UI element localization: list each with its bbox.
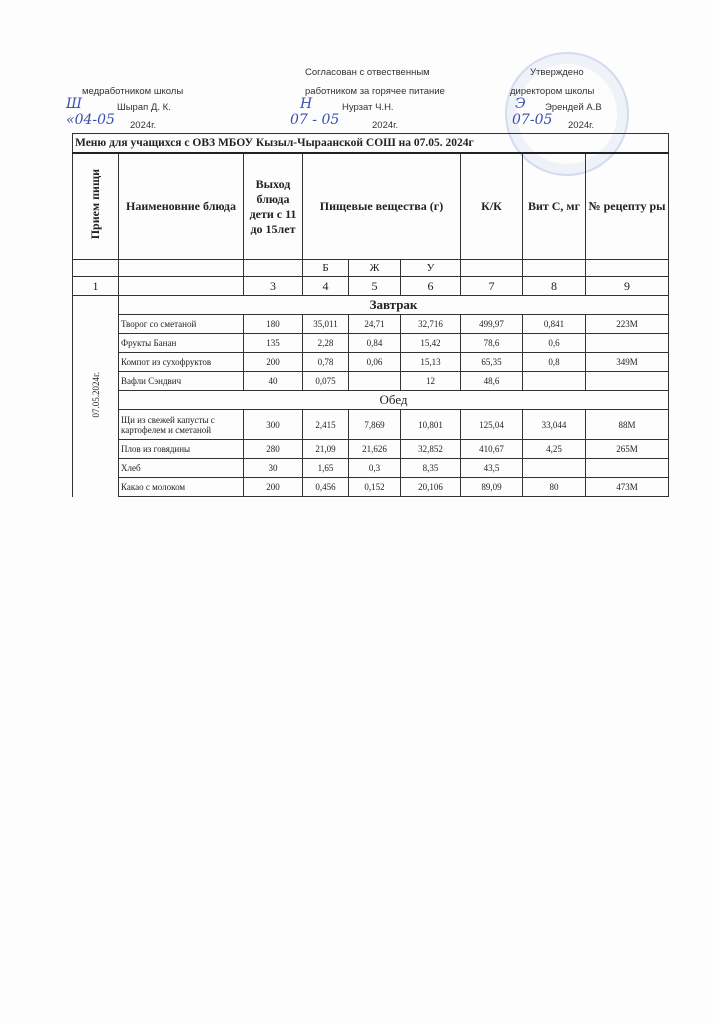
dish-name: Какао с молоком bbox=[119, 478, 244, 497]
signature-1: Ш bbox=[66, 96, 82, 112]
dish-name: Щи из свежей капусты с картофелем и сметаной bbox=[119, 410, 244, 440]
header-dish: Наименовние блюда bbox=[119, 153, 244, 260]
cell: 35,011 bbox=[303, 315, 349, 334]
header-protein: Б bbox=[303, 260, 349, 277]
approval-1-day: 04 bbox=[74, 112, 93, 128]
approval-1-name: Шырап Д. К. bbox=[117, 102, 171, 113]
header-carbs: У bbox=[401, 260, 461, 277]
cell: 32,852 bbox=[401, 440, 461, 459]
cell: 21,626 bbox=[349, 440, 401, 459]
table-row bbox=[73, 440, 669, 459]
cell bbox=[586, 372, 669, 391]
cell: 0,06 bbox=[349, 353, 401, 372]
cell: 30 bbox=[244, 459, 303, 478]
col-number: 5 bbox=[349, 277, 401, 296]
col-number: 4 bbox=[303, 277, 349, 296]
approval-1-role: медработником школы bbox=[82, 86, 184, 97]
dish-name: Вафли Сэндвич bbox=[119, 372, 244, 391]
cell: 410,67 bbox=[461, 440, 523, 459]
cell: 33,044 bbox=[523, 410, 586, 440]
cell: 8,35 bbox=[401, 459, 461, 478]
approval-1-month: 05 bbox=[97, 112, 115, 128]
table-row bbox=[73, 334, 669, 353]
table-row bbox=[73, 410, 669, 440]
cell: 80 bbox=[523, 478, 586, 497]
cell: 0,152 bbox=[349, 478, 401, 497]
cell: 223М bbox=[586, 315, 669, 334]
approval-2-month: 05 bbox=[321, 112, 340, 128]
cell: 0,841 bbox=[523, 315, 586, 334]
cell: 2,415 bbox=[303, 410, 349, 440]
cell: 48,6 bbox=[461, 372, 523, 391]
signature-3: Э bbox=[515, 96, 526, 112]
cell: 0,8 bbox=[523, 353, 586, 372]
cell: 0,6 bbox=[523, 334, 586, 353]
cell: 473М bbox=[586, 478, 669, 497]
menu-date: 07.05.2024г. bbox=[90, 371, 101, 417]
cell: 40 bbox=[244, 372, 303, 391]
cell: 78,6 bbox=[461, 334, 523, 353]
col-number: 8 bbox=[523, 277, 586, 296]
menu-table bbox=[72, 133, 669, 497]
approval-3-year: 2024г. bbox=[568, 120, 595, 131]
cell: 0,78 bbox=[303, 353, 349, 372]
table-row bbox=[73, 372, 669, 391]
col-number: 7 bbox=[461, 277, 523, 296]
cell: 32,716 bbox=[401, 315, 461, 334]
cell: 10,801 bbox=[401, 410, 461, 440]
cell: 21,09 bbox=[303, 440, 349, 459]
approval-2-name: Нурзат Ч.Н. bbox=[342, 102, 394, 113]
dish-name: Компот из сухофруктов bbox=[119, 353, 244, 372]
cell: 349М bbox=[586, 353, 669, 372]
dish-name: Фрукты Банан bbox=[119, 334, 244, 353]
approval-3-day: 07 bbox=[512, 112, 530, 128]
cell: 12 bbox=[401, 372, 461, 391]
approval-2-line1: Согласован с отвественным bbox=[305, 67, 430, 78]
table-row bbox=[73, 459, 669, 478]
header-fat: Ж bbox=[349, 260, 401, 277]
cell: 0,075 bbox=[303, 372, 349, 391]
cell: 0,3 bbox=[349, 459, 401, 478]
cell: 89,09 bbox=[461, 478, 523, 497]
approval-1-year: 2024г. bbox=[130, 120, 157, 131]
col-number: 3 bbox=[244, 277, 303, 296]
approval-2-year: 2024г. bbox=[372, 120, 399, 131]
table-row bbox=[73, 315, 669, 334]
cell: 300 bbox=[244, 410, 303, 440]
cell bbox=[586, 334, 669, 353]
cell: 2,28 bbox=[303, 334, 349, 353]
dish-name: Творог со сметаной bbox=[119, 315, 244, 334]
cell: 200 bbox=[244, 478, 303, 497]
cell bbox=[523, 459, 586, 478]
cell: 135 bbox=[244, 334, 303, 353]
section-lunch: Обед bbox=[119, 391, 669, 410]
header-kcal: К/К bbox=[461, 153, 523, 260]
approval-3-name: Эрендей А.В bbox=[545, 102, 602, 113]
dish-name: Хлеб bbox=[119, 459, 244, 478]
table-row bbox=[73, 478, 669, 497]
col-number: 1 bbox=[73, 277, 119, 296]
cell: 7,869 bbox=[349, 410, 401, 440]
section-breakfast: Завтрак bbox=[119, 296, 669, 315]
col-number: 6 bbox=[401, 277, 461, 296]
cell: 24,71 bbox=[349, 315, 401, 334]
cell: 15,42 bbox=[401, 334, 461, 353]
cell: 0,456 bbox=[303, 478, 349, 497]
cell: 0,84 bbox=[349, 334, 401, 353]
approval-3-month: 05 bbox=[534, 112, 553, 128]
cell: 88М bbox=[586, 410, 669, 440]
table-row bbox=[73, 353, 669, 372]
signature-2: Н bbox=[300, 96, 313, 112]
dish-name: Плов из говядины bbox=[119, 440, 244, 459]
cell: 180 bbox=[244, 315, 303, 334]
cell: 265М bbox=[586, 440, 669, 459]
approval-2-day: 07 bbox=[290, 112, 308, 128]
approval-3-line1: Утверждено bbox=[530, 67, 584, 78]
cell bbox=[523, 372, 586, 391]
col-number: 9 bbox=[586, 277, 669, 296]
cell bbox=[586, 459, 669, 478]
cell: 15,13 bbox=[401, 353, 461, 372]
cell: 65,35 bbox=[461, 353, 523, 372]
header-nutrients: Пищевые вещества (г) bbox=[303, 153, 461, 260]
menu-title: Меню для учащихся с ОВЗ МБОУ Кызыл-Чыраанской СОШ на 07.05. 2024г bbox=[73, 134, 669, 154]
cell bbox=[349, 372, 401, 391]
approval-3-role: директором школы bbox=[510, 86, 595, 97]
cell: 280 bbox=[244, 440, 303, 459]
cell: 4,25 bbox=[523, 440, 586, 459]
cell: 499,97 bbox=[461, 315, 523, 334]
cell: 1,65 bbox=[303, 459, 349, 478]
cell: 200 bbox=[244, 353, 303, 372]
cell: 20,106 bbox=[401, 478, 461, 497]
header-output: Выход блюда дети с 11 до 15лет bbox=[244, 153, 303, 260]
cell: 125,04 bbox=[461, 410, 523, 440]
header-meal: Прием пищи bbox=[88, 169, 102, 240]
header-recipe: № рецепту ры bbox=[586, 153, 669, 260]
cell: 43,5 bbox=[461, 459, 523, 478]
document-page: медработником школы Ш Шырап Д. К. «04-05 2024г. Согласован с отвественным работником за горячее питание Н Нурзат Ч.Н. 07 - 05 2024г. Утверждено директором школы Э Эрендей А.В 07-05 2024г. Меню для учащихся с ОВЗ МБОУ Кызыл-Чыраанской СОШ на 07.05. 2024г Прием пищи Наименовние блюда Выход блюда дети с 11 до 15лет Пищевые вещества (г) К/К Вит С, мг № рецепту ры Б Ж У 1 3 4 5 6 7 8 9 07.05.2024г. Завтрак Творог со сметаной 180 35,011 24,71 32,716 499,97 0,841 223М Фрукты Банан 135 2,28 0,84 15,42 78,6 0,6 Компот из сухофруктов 200 0,78 0,06 15,13 65,35 0,8 349М Вафли Сэндвич 40 0,075 12 48,6 Обед Щи из свежей капусты с картофелем и сметаной 300 2,415 7,869 10,801 125,04 33,044 88М Плов из говядины 280 21,09 21,626 32,852 410,67 4,25 265М Хлеб 30 1,65 0,3 8,35 43,5 Какао с молоком 200 0,456 0,152 20,106 89,09 80 473М bbox=[0, 0, 713, 1024]
header-vitc: Вит С, мг bbox=[523, 153, 586, 260]
approval-2-role: работником за горячее питание bbox=[305, 86, 445, 97]
